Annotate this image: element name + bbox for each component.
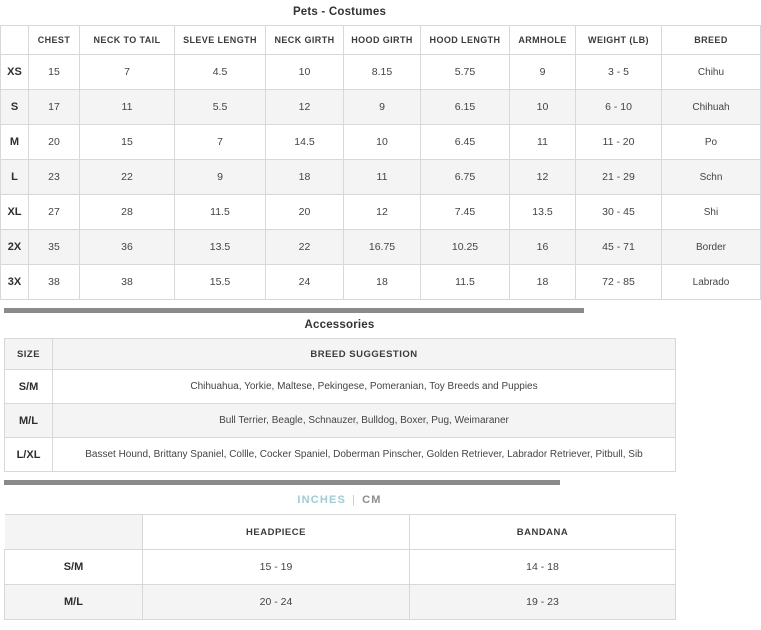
costumes-cell-neck-to-tail: 22 <box>80 160 175 195</box>
costumes-cell-sleve-length: 11.5 <box>175 195 266 230</box>
costumes-col-hood-girth: HOOD GIRTH <box>344 26 421 55</box>
costumes-cell-sleve-length: 9 <box>175 160 266 195</box>
bottom-header-row <box>5 515 676 550</box>
costumes-cell-weight: 21 - 29 <box>576 160 662 195</box>
costumes-cell-hood-length: 6.15 <box>421 90 510 125</box>
costumes-cell-neck-girth: 18 <box>266 160 344 195</box>
table-row <box>1 90 761 125</box>
units-toggle[interactable] <box>0 485 679 514</box>
costumes-cell-neck-girth: 22 <box>266 230 344 265</box>
costumes-cell-sleve-length: 13.5 <box>175 230 266 265</box>
costumes-cell-hood-girth: 12 <box>344 195 421 230</box>
costumes-col-weight: WEIGHT (LB) <box>576 26 662 55</box>
costumes-cell-hood-length: 6.75 <box>421 160 510 195</box>
accessories-cell-size: S/M <box>5 370 53 404</box>
costumes-cell-breed: Labrado <box>662 265 761 300</box>
costumes-cell-hood-length: 6.45 <box>421 125 510 160</box>
costumes-cell-armhole: 13.5 <box>510 195 576 230</box>
costumes-cell-chest: 23 <box>29 160 80 195</box>
costumes-col-chest: CHEST <box>29 26 80 55</box>
costumes-cell-breed: Chihu <box>662 55 761 90</box>
costumes-header-row <box>1 26 761 55</box>
bottom-col-size <box>5 515 143 550</box>
costumes-col-breed: BREED <box>662 26 761 55</box>
bottom-cell-bandana: 19 - 23 <box>410 585 676 620</box>
costumes-cell-chest: 17 <box>29 90 80 125</box>
costumes-cell-weight: 30 - 45 <box>576 195 662 230</box>
costumes-cell-hood-girth: 9 <box>344 90 421 125</box>
costumes-cell-sleve-length: 7 <box>175 125 266 160</box>
costumes-cell-size: M <box>1 125 29 160</box>
costumes-section-title: Pets - Costumes <box>292 6 387 18</box>
costumes-cell-size: 3X <box>1 265 29 300</box>
costumes-cell-size: 2X <box>1 230 29 265</box>
table-row <box>5 550 676 585</box>
costumes-cell-sleve-length: 5.5 <box>175 90 266 125</box>
table-row <box>1 160 761 195</box>
table-row <box>5 404 676 438</box>
table-row <box>1 265 761 300</box>
costumes-cell-breed: Chihuah <box>662 90 761 125</box>
costumes-cell-breed: Border <box>662 230 761 265</box>
costumes-col-neck-to-tail: NECK TO TAIL <box>80 26 175 55</box>
costumes-table-wrapper <box>0 25 730 300</box>
table-row <box>1 125 761 160</box>
costumes-cell-size: S <box>1 90 29 125</box>
costumes-col-neck-girth: NECK GIRTH <box>266 26 344 55</box>
costumes-cell-weight: 6 - 10 <box>576 90 662 125</box>
costumes-cell-chest: 20 <box>29 125 80 160</box>
accessories-cell-breeds: Chihuahua, Yorkie, Maltese, Pekingese, Pomeranian, Toy Breeds and Puppies <box>53 370 676 404</box>
costumes-cell-breed: Schn <box>662 160 761 195</box>
costumes-cell-hood-length: 7.45 <box>421 195 510 230</box>
costumes-cell-hood-girth: 18 <box>344 265 421 300</box>
costumes-cell-hood-girth: 16.75 <box>344 230 421 265</box>
table-row <box>1 230 761 265</box>
table-row <box>5 585 676 620</box>
bottom-cell-headpiece: 20 - 24 <box>143 585 410 620</box>
costumes-cell-hood-girth: 8.15 <box>344 55 421 90</box>
costumes-cell-hood-girth: 10 <box>344 125 421 160</box>
accessories-col-breed-suggestion: BREED SUGGESTION <box>53 339 676 370</box>
costumes-cell-neck-girth: 20 <box>266 195 344 230</box>
costumes-cell-hood-length: 5.75 <box>421 55 510 90</box>
costumes-cell-hood-girth: 11 <box>344 160 421 195</box>
accessories-cell-breeds: Bull Terrier, Beagle, Schnauzer, Bulldog, Boxer, Pug, Weimaraner <box>53 404 676 438</box>
costumes-cell-neck-girth: 24 <box>266 265 344 300</box>
costumes-col-sleve-length: SLEVE LENGTH <box>175 26 266 55</box>
costumes-cell-hood-length: 10.25 <box>421 230 510 265</box>
costumes-cell-neck-girth: 10 <box>266 55 344 90</box>
costumes-cell-neck-girth: 12 <box>266 90 344 125</box>
costumes-cell-breed: Shi <box>662 195 761 230</box>
headpiece-bandana-table <box>4 514 676 620</box>
costumes-col-armhole: ARMHOLE <box>510 26 576 55</box>
costumes-cell-neck-girth: 14.5 <box>266 125 344 160</box>
costumes-cell-armhole: 9 <box>510 55 576 90</box>
costumes-cell-weight: 3 - 5 <box>576 55 662 90</box>
costumes-cell-neck-to-tail: 11 <box>80 90 175 125</box>
units-cm-option[interactable]: CM <box>362 494 382 506</box>
bottom-cell-headpiece: 15 - 19 <box>143 550 410 585</box>
costumes-table <box>0 25 761 300</box>
costumes-cell-chest: 38 <box>29 265 80 300</box>
costumes-col-hood-length: HOOD LENGTH <box>421 26 510 55</box>
table-row <box>1 195 761 230</box>
accessories-cell-breeds: Basset Hound, Brittany Spaniel, Collle, Cocker Spaniel, Doberman Pinscher, Golden Retriever, Labrador Retriever, Pitbull, Sib <box>53 438 676 472</box>
costumes-cell-size: XS <box>1 55 29 90</box>
accessories-cell-size: M/L <box>5 404 53 438</box>
costumes-cell-chest: 35 <box>29 230 80 265</box>
costumes-cell-neck-to-tail: 38 <box>80 265 175 300</box>
costumes-cell-armhole: 12 <box>510 160 576 195</box>
costumes-cell-neck-to-tail: 15 <box>80 125 175 160</box>
accessories-table <box>4 338 676 472</box>
costumes-cell-neck-to-tail: 28 <box>80 195 175 230</box>
bottom-cell-bandana: 14 - 18 <box>410 550 676 585</box>
costumes-col-size <box>1 26 29 55</box>
costumes-cell-weight: 72 - 85 <box>576 265 662 300</box>
costumes-cell-armhole: 16 <box>510 230 576 265</box>
costumes-cell-sleve-length: 15.5 <box>175 265 266 300</box>
costumes-cell-armhole: 11 <box>510 125 576 160</box>
bottom-col-bandana: BANDANA <box>410 515 676 550</box>
costumes-cell-neck-to-tail: 7 <box>80 55 175 90</box>
costumes-cell-neck-to-tail: 36 <box>80 230 175 265</box>
costumes-cell-weight: 11 - 20 <box>576 125 662 160</box>
accessories-section-title: Accessories <box>304 319 375 331</box>
costumes-cell-weight: 45 - 71 <box>576 230 662 265</box>
costumes-cell-chest: 15 <box>29 55 80 90</box>
costumes-cell-armhole: 18 <box>510 265 576 300</box>
bottom-cell-size: S/M <box>5 550 143 585</box>
bottom-cell-size: M/L <box>5 585 143 620</box>
costumes-cell-size: L <box>1 160 29 195</box>
table-row <box>5 370 676 404</box>
accessories-col-size: SIZE <box>5 339 53 370</box>
costumes-cell-chest: 27 <box>29 195 80 230</box>
costumes-cell-armhole: 10 <box>510 90 576 125</box>
units-separator: | <box>352 494 357 506</box>
accessories-cell-size: L/XL <box>5 438 53 472</box>
bottom-col-headpiece: HEADPIECE <box>143 515 410 550</box>
costumes-cell-hood-length: 11.5 <box>421 265 510 300</box>
costumes-cell-sleve-length: 4.5 <box>175 55 266 90</box>
accessories-header-row <box>5 339 676 370</box>
costumes-cell-breed: Po <box>662 125 761 160</box>
costumes-cell-size: XL <box>1 195 29 230</box>
table-row <box>5 438 676 472</box>
units-inches-option[interactable]: INCHES <box>297 494 347 506</box>
table-row <box>1 55 761 90</box>
